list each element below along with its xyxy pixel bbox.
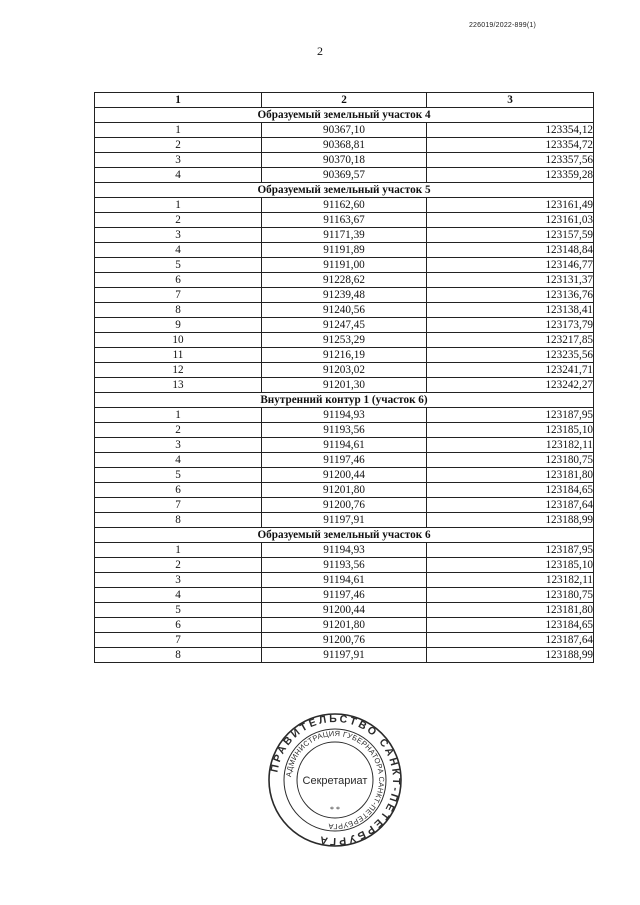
y-coordinate-cell: 123181,80 bbox=[427, 468, 594, 483]
table-row bbox=[95, 123, 594, 138]
section-title-row bbox=[95, 393, 594, 408]
point-number-cell: 7 bbox=[95, 498, 262, 513]
table-row bbox=[95, 408, 594, 423]
x-coordinate-cell: 91194,93 bbox=[262, 543, 427, 558]
y-coordinate-cell: 123354,12 bbox=[427, 123, 594, 138]
seal-graphic bbox=[267, 712, 403, 848]
section-title-row bbox=[95, 528, 594, 543]
point-number-cell: 12 bbox=[95, 363, 262, 378]
point-number-cell: 1 bbox=[95, 198, 262, 213]
point-number-cell: 2 bbox=[95, 213, 262, 228]
section-title-row bbox=[95, 108, 594, 123]
table-row bbox=[95, 573, 594, 588]
y-coordinate-cell: 123180,75 bbox=[427, 453, 594, 468]
table-row bbox=[95, 228, 594, 243]
x-coordinate-cell: 91201,30 bbox=[262, 378, 427, 393]
table-row bbox=[95, 213, 594, 228]
x-coordinate-cell: 91239,48 bbox=[262, 288, 427, 303]
point-number-cell: 5 bbox=[95, 603, 262, 618]
column-header-point-number: 1 bbox=[95, 93, 262, 108]
point-number-cell: 7 bbox=[95, 633, 262, 648]
x-coordinate-cell: 91200,44 bbox=[262, 603, 427, 618]
section-title: Образуемый земельный участок 6 bbox=[95, 528, 594, 543]
point-number-cell: 13 bbox=[95, 378, 262, 393]
x-coordinate-cell: 91193,56 bbox=[262, 558, 427, 573]
seal-center-text: Секретариат bbox=[302, 775, 368, 787]
point-number-cell: 6 bbox=[95, 273, 262, 288]
point-number-cell: 4 bbox=[95, 588, 262, 603]
y-coordinate-cell: 123354,72 bbox=[427, 138, 594, 153]
y-coordinate-cell: 123157,59 bbox=[427, 228, 594, 243]
x-coordinate-cell: 91216,19 bbox=[262, 348, 427, 363]
table-row bbox=[95, 438, 594, 453]
y-coordinate-cell: 123181,80 bbox=[427, 603, 594, 618]
point-number-cell: 5 bbox=[95, 258, 262, 273]
table-row bbox=[95, 633, 594, 648]
table-row bbox=[95, 648, 594, 663]
table-row bbox=[95, 513, 594, 528]
y-coordinate-cell: 123357,56 bbox=[427, 153, 594, 168]
y-coordinate-cell: 123136,76 bbox=[427, 288, 594, 303]
table-row bbox=[95, 378, 594, 393]
table-row bbox=[95, 318, 594, 333]
section-title-row bbox=[95, 183, 594, 198]
table-row bbox=[95, 198, 594, 213]
coordinates-table bbox=[94, 92, 594, 663]
y-coordinate-cell: 123161,03 bbox=[427, 213, 594, 228]
table-row bbox=[95, 483, 594, 498]
x-coordinate-cell: 91200,44 bbox=[262, 468, 427, 483]
table-row bbox=[95, 138, 594, 153]
table-row bbox=[95, 558, 594, 573]
point-number-cell: 1 bbox=[95, 123, 262, 138]
section-title: Внутренний контур 1 (участок 6) bbox=[95, 393, 594, 408]
y-coordinate-cell: 123138,41 bbox=[427, 303, 594, 318]
x-coordinate-cell: 90367,10 bbox=[262, 123, 427, 138]
x-coordinate-cell: 91197,91 bbox=[262, 648, 427, 663]
x-coordinate-cell: 91228,62 bbox=[262, 273, 427, 288]
table-row bbox=[95, 273, 594, 288]
point-number-cell: 3 bbox=[95, 153, 262, 168]
x-coordinate-cell: 91191,89 bbox=[262, 243, 427, 258]
x-coordinate-cell: 91240,56 bbox=[262, 303, 427, 318]
column-header-y: 3 bbox=[427, 93, 594, 108]
x-coordinate-cell: 91197,91 bbox=[262, 513, 427, 528]
x-coordinate-cell: 91191,00 bbox=[262, 258, 427, 273]
x-coordinate-cell: 91200,76 bbox=[262, 633, 427, 648]
table-row bbox=[95, 498, 594, 513]
table-row bbox=[95, 468, 594, 483]
y-coordinate-cell: 123217,85 bbox=[427, 333, 594, 348]
x-coordinate-cell: 90370,18 bbox=[262, 153, 427, 168]
table-row bbox=[95, 258, 594, 273]
table-row bbox=[95, 423, 594, 438]
x-coordinate-cell: 91197,46 bbox=[262, 588, 427, 603]
point-number-cell: 3 bbox=[95, 228, 262, 243]
table-row bbox=[95, 348, 594, 363]
point-number-cell: 8 bbox=[95, 648, 262, 663]
x-coordinate-cell: 91203,02 bbox=[262, 363, 427, 378]
y-coordinate-cell: 123187,95 bbox=[427, 543, 594, 558]
coordinates-table-container bbox=[94, 92, 592, 663]
x-coordinate-cell: 91193,56 bbox=[262, 423, 427, 438]
table-row bbox=[95, 288, 594, 303]
y-coordinate-cell: 123187,95 bbox=[427, 408, 594, 423]
table-row bbox=[95, 543, 594, 558]
seal-outer-text: ПРАВИТЕЛЬСТВО САНКТ-ПЕТЕРБУРГА bbox=[268, 712, 403, 848]
x-coordinate-cell: 91194,61 bbox=[262, 573, 427, 588]
x-coordinate-cell: 91171,39 bbox=[262, 228, 427, 243]
y-coordinate-cell: 123146,77 bbox=[427, 258, 594, 273]
table-row bbox=[95, 243, 594, 258]
coordinates-table-body bbox=[95, 93, 594, 663]
y-coordinate-cell: 123187,64 bbox=[427, 498, 594, 513]
section-title: Образуемый земельный участок 4 bbox=[95, 108, 594, 123]
x-coordinate-cell: 91194,61 bbox=[262, 438, 427, 453]
official-seal bbox=[267, 712, 403, 848]
y-coordinate-cell: 123131,37 bbox=[427, 273, 594, 288]
table-row bbox=[95, 588, 594, 603]
y-coordinate-cell: 123188,99 bbox=[427, 513, 594, 528]
point-number-cell: 9 bbox=[95, 318, 262, 333]
point-number-cell: 1 bbox=[95, 543, 262, 558]
y-coordinate-cell: 123235,56 bbox=[427, 348, 594, 363]
table-row bbox=[95, 168, 594, 183]
x-coordinate-cell: 91201,80 bbox=[262, 483, 427, 498]
y-coordinate-cell: 123185,10 bbox=[427, 558, 594, 573]
table-row bbox=[95, 618, 594, 633]
table-row bbox=[95, 333, 594, 348]
y-coordinate-cell: 123182,11 bbox=[427, 438, 594, 453]
table-header-row bbox=[95, 93, 594, 108]
table-row bbox=[95, 153, 594, 168]
y-coordinate-cell: 123242,27 bbox=[427, 378, 594, 393]
document-reference-number: 226019/2022-899(1) bbox=[468, 22, 536, 29]
point-number-cell: 7 bbox=[95, 288, 262, 303]
point-number-cell: 4 bbox=[95, 453, 262, 468]
y-coordinate-cell: 123185,10 bbox=[427, 423, 594, 438]
y-coordinate-cell: 123161,49 bbox=[427, 198, 594, 213]
table-row bbox=[95, 603, 594, 618]
point-number-cell: 4 bbox=[95, 243, 262, 258]
table-row bbox=[95, 303, 594, 318]
table-row bbox=[95, 363, 594, 378]
x-coordinate-cell: 91247,45 bbox=[262, 318, 427, 333]
point-number-cell: 8 bbox=[95, 303, 262, 318]
point-number-cell: 10 bbox=[95, 333, 262, 348]
point-number-cell: 3 bbox=[95, 573, 262, 588]
x-coordinate-cell: 91200,76 bbox=[262, 498, 427, 513]
y-coordinate-cell: 123187,64 bbox=[427, 633, 594, 648]
y-coordinate-cell: 123184,65 bbox=[427, 618, 594, 633]
x-coordinate-cell: 91162,60 bbox=[262, 198, 427, 213]
point-number-cell: 8 bbox=[95, 513, 262, 528]
point-number-cell: 6 bbox=[95, 483, 262, 498]
y-coordinate-cell: 123188,99 bbox=[427, 648, 594, 663]
y-coordinate-cell: 123184,65 bbox=[427, 483, 594, 498]
y-coordinate-cell: 123148,84 bbox=[427, 243, 594, 258]
seal-inner-text: АДМИНИСТРАЦИЯ ГУБЕРНАТОРА САНКТ-ПЕТЕРБУРГА bbox=[284, 728, 387, 832]
point-number-cell: 5 bbox=[95, 468, 262, 483]
column-header-x: 2 bbox=[262, 93, 427, 108]
point-number-cell: 2 bbox=[95, 558, 262, 573]
point-number-cell: 4 bbox=[95, 168, 262, 183]
point-number-cell: 1 bbox=[95, 408, 262, 423]
y-coordinate-cell: 123241,71 bbox=[427, 363, 594, 378]
y-coordinate-cell: 123182,11 bbox=[427, 573, 594, 588]
x-coordinate-cell: 91253,29 bbox=[262, 333, 427, 348]
y-coordinate-cell: 123359,28 bbox=[427, 168, 594, 183]
table-row bbox=[95, 453, 594, 468]
x-coordinate-cell: 91163,67 bbox=[262, 213, 427, 228]
seal-star-icon: * * bbox=[330, 805, 340, 814]
x-coordinate-cell: 90368,81 bbox=[262, 138, 427, 153]
y-coordinate-cell: 123173,79 bbox=[427, 318, 594, 333]
point-number-cell: 6 bbox=[95, 618, 262, 633]
point-number-cell: 2 bbox=[95, 138, 262, 153]
y-coordinate-cell: 123180,75 bbox=[427, 588, 594, 603]
x-coordinate-cell: 90369,57 bbox=[262, 168, 427, 183]
page-number: 2 bbox=[317, 44, 323, 58]
section-title: Образуемый земельный участок 5 bbox=[95, 183, 594, 198]
point-number-cell: 2 bbox=[95, 423, 262, 438]
x-coordinate-cell: 91197,46 bbox=[262, 453, 427, 468]
point-number-cell: 3 bbox=[95, 438, 262, 453]
point-number-cell: 11 bbox=[95, 348, 262, 363]
x-coordinate-cell: 91201,80 bbox=[262, 618, 427, 633]
x-coordinate-cell: 91194,93 bbox=[262, 408, 427, 423]
